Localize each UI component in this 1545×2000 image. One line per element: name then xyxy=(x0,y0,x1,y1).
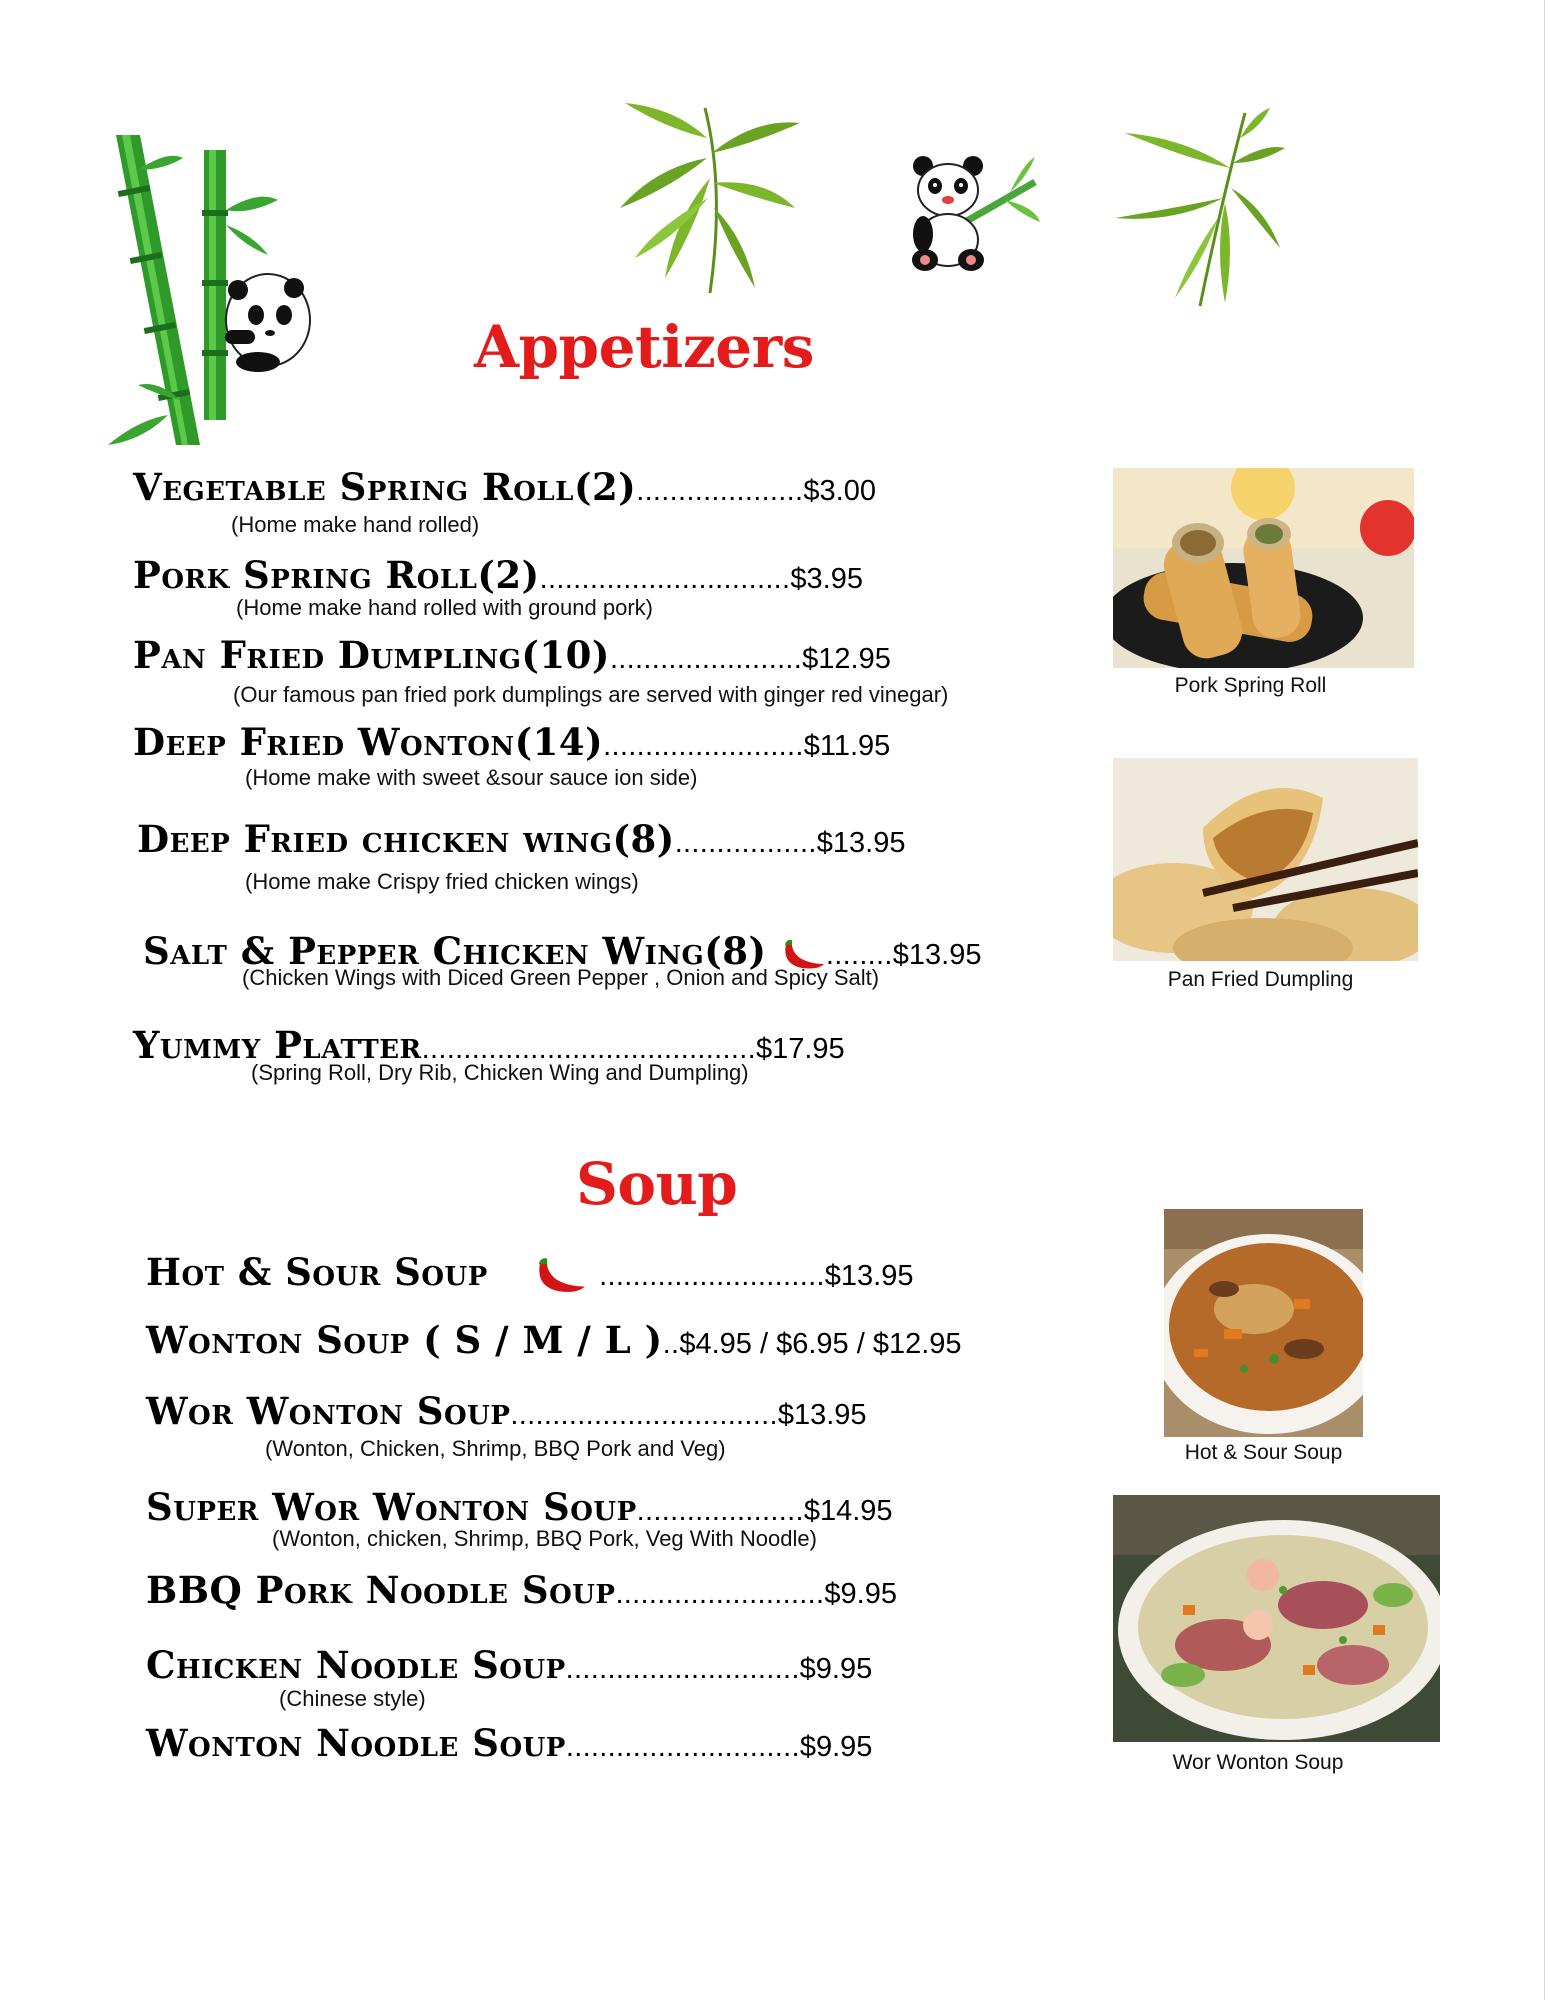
bamboo-stalk-icon xyxy=(116,135,200,445)
item-leader-dots: ............................ xyxy=(565,1653,800,1685)
bamboo-stalk-icon xyxy=(202,150,228,420)
item-name: Deep Fried chicken wing(8) xyxy=(137,817,675,861)
item-price: $9.95 xyxy=(799,1731,873,1763)
photo-caption: Hot & Sour Soup xyxy=(1184,1441,1343,1464)
hot-sour-soup-photo xyxy=(1164,1209,1363,1437)
item-description: (Chicken Wings with Diced Green Pepper , Onion and Spicy Salt) xyxy=(242,965,880,990)
item-price: $13.95 xyxy=(892,939,982,971)
item-leader-dots: ....................... xyxy=(609,643,803,675)
item-leader-dots: ........ xyxy=(825,939,893,971)
chili-pepper-icon xyxy=(533,1256,587,1296)
menu-item-bbq-pork-noodle-soup xyxy=(146,1568,897,1612)
item-name: Salt & Pepper Chicken Wing(8) xyxy=(143,929,767,973)
item-price: $13.95 xyxy=(816,827,906,859)
menu-item-wonton-soup xyxy=(146,1318,962,1362)
menu-item-wor-wonton-soup xyxy=(146,1389,867,1433)
item-leader-dots: .................... xyxy=(636,1495,804,1527)
item-description: (Our famous pan fried pork dumplings are served with ginger red vinegar) xyxy=(233,682,949,707)
pan-fried-dumpling-photo xyxy=(1113,758,1418,961)
item-price: $4.95 / $6.95 / $12.95 xyxy=(679,1328,962,1360)
item-price: $12.95 xyxy=(802,643,891,675)
item-leader-dots: ................. xyxy=(674,827,817,859)
item-leader-dots: .............................. xyxy=(539,563,791,595)
menu-item-chicken-noodle-soup xyxy=(146,1643,872,1687)
item-leader-dots: ......................... xyxy=(615,1578,825,1610)
item-description: (Spring Roll, Dry Rib, Chicken Wing and Dumpling) xyxy=(251,1060,749,1085)
item-leader-dots: .................... xyxy=(636,475,804,507)
menu-item-super-wor-wonton-soup xyxy=(146,1485,893,1529)
item-price: $17.95 xyxy=(755,1033,845,1065)
item-name: BBQ Pork Noodle Soup xyxy=(146,1568,616,1612)
item-name: Wor Wonton Soup xyxy=(146,1389,511,1433)
item-price: $3.95 xyxy=(790,563,863,595)
item-name: Pan Fried Dumpling(10) xyxy=(133,633,610,677)
item-leader-dots: ................................ xyxy=(510,1399,778,1431)
item-description: (Home make hand rolled with ground pork) xyxy=(236,595,653,620)
panda-icon xyxy=(225,274,310,372)
item-price: $11.95 xyxy=(803,730,891,762)
item-name: Yummy Platter xyxy=(133,1023,422,1067)
item-price: $3.00 xyxy=(803,475,876,507)
item-price: $13.95 xyxy=(777,1399,867,1431)
item-description: (Home make with sweet &sour sauce ion side) xyxy=(245,765,698,790)
panda-eating-bamboo-icon xyxy=(895,152,1040,272)
item-leader-dots: ........................ xyxy=(603,730,804,762)
item-price: $9.95 xyxy=(799,1653,873,1685)
wor-wonton-soup-photo xyxy=(1113,1495,1440,1742)
item-leader-dots: .. xyxy=(662,1328,680,1360)
item-leader-dots: ........................................ xyxy=(421,1033,756,1065)
photo-caption: Wor Wonton Soup xyxy=(1172,1751,1344,1774)
item-name: Wonton Noodle Soup xyxy=(146,1721,566,1765)
item-name: Chicken Noodle Soup xyxy=(146,1643,566,1687)
bamboo-leaves-icon xyxy=(615,98,805,298)
menu-item-wonton-noodle-soup xyxy=(146,1721,872,1765)
item-name: Wonton Soup ( S / M / L ) xyxy=(146,1318,663,1362)
soup-title: Soup xyxy=(576,1150,738,1218)
item-leader-dots: ............................ xyxy=(565,1731,800,1763)
item-description: (Home make Crispy fried chicken wings) xyxy=(245,869,639,894)
item-leader-dots: ........................... xyxy=(599,1260,825,1292)
menu-item-deep-fried-chicken-wing xyxy=(137,817,905,861)
bamboo-panda-illustration xyxy=(108,130,318,450)
item-name: Super Wor Wonton Soup xyxy=(146,1485,637,1529)
item-price: $9.95 xyxy=(824,1578,897,1610)
item-description: (Home make hand rolled) xyxy=(231,512,480,537)
pork-spring-roll-photo xyxy=(1113,468,1414,668)
bamboo-leaves-icon xyxy=(1105,108,1290,308)
photo-caption: Pan Fried Dumpling xyxy=(1167,968,1354,991)
item-name: Pork Spring Roll(2) xyxy=(133,553,540,597)
item-price: $13.95 xyxy=(824,1260,914,1292)
menu-item-deep-fried-wonton xyxy=(133,720,890,764)
item-name: Vegetable Spring Roll(2) xyxy=(133,465,637,509)
menu-item-pork-spring-roll xyxy=(133,553,863,597)
menu-item-pan-fried-dumpling xyxy=(133,633,891,677)
item-description: (Wonton, Chicken, Shrimp, BBQ Pork and Veg) xyxy=(265,1436,726,1461)
item-name: Deep Fried Wonton(14) xyxy=(133,720,604,764)
photo-caption: Pork Spring Roll xyxy=(1174,674,1327,697)
item-name: Hot & Sour Soup xyxy=(146,1250,488,1294)
appetizers-title: Appetizers xyxy=(474,313,814,381)
menu-item-hot-sour-soup xyxy=(146,1250,914,1296)
item-description: (Chinese style) xyxy=(279,1686,426,1711)
menu-item-vegetable-spring-roll xyxy=(133,465,876,509)
item-description: (Wonton, chicken, Shrimp, BBQ Pork, Veg With Noodle) xyxy=(272,1526,817,1551)
item-price: $14.95 xyxy=(803,1495,893,1527)
